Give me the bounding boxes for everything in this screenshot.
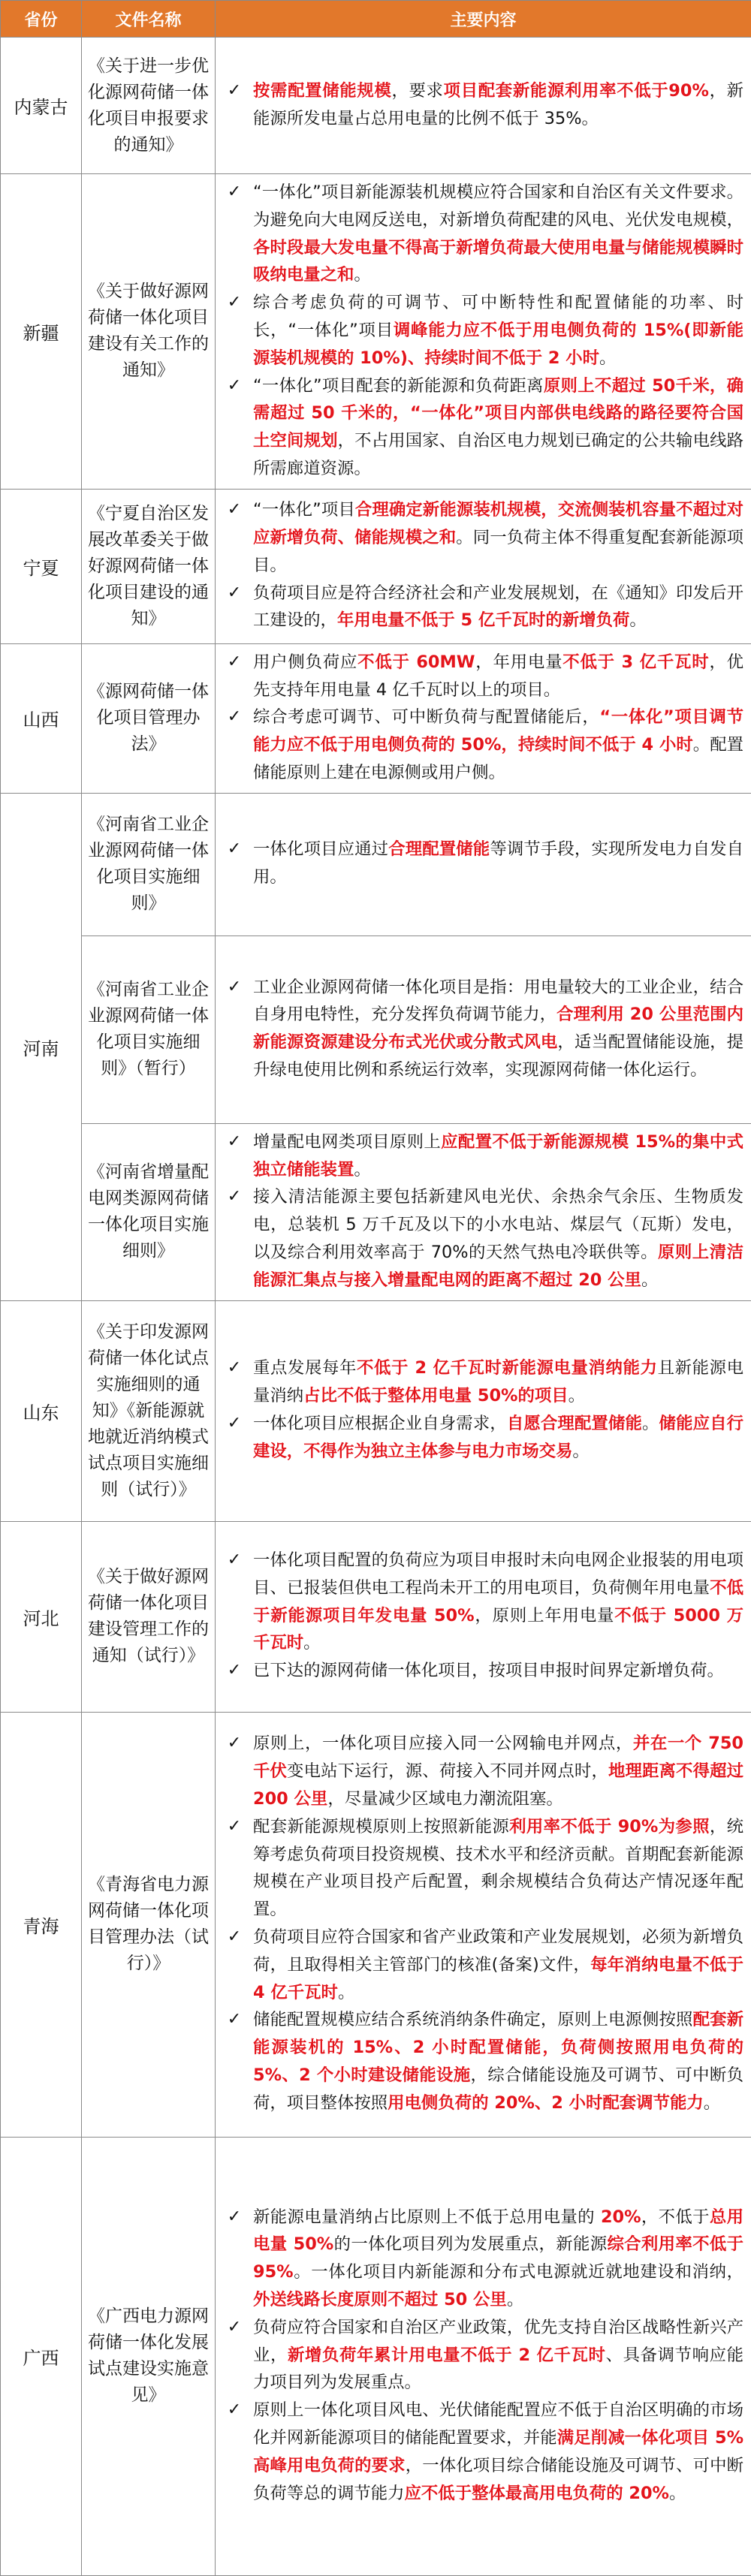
- list-item: [220, 704, 743, 786]
- highlight-text: 原则上不超过 50千米，确需超过 50 千米的，“一体化”项目内部供电线路的路径要符合国土空间规划: [253, 376, 743, 451]
- body-text: 。: [642, 1414, 659, 1433]
- list-item: [220, 2204, 743, 2314]
- body-text: 、具备调节响应能力项目列为发展重点。: [253, 2346, 743, 2393]
- highlight-text: 项目配套新能源利用率不低于90%: [444, 81, 709, 101]
- checkmark-icon: ✓: [223, 836, 246, 863]
- highlight-text: 并在一个 750 千伏: [253, 1734, 743, 1781]
- table-row: [1, 935, 751, 1123]
- checkmark-icon: ✓: [223, 704, 246, 731]
- list-item: [220, 1128, 743, 1184]
- body-text: ，不低于: [641, 2207, 710, 2227]
- content-list: [220, 2204, 743, 2508]
- province-cell: 河南: [1, 793, 82, 1300]
- body-text: 变电站下运行，源、荷接入不同并网点时，: [287, 1761, 608, 1781]
- content-cell: [216, 1521, 751, 1712]
- list-item: [220, 2314, 743, 2397]
- province-cell: 广西: [1, 2137, 82, 2575]
- body-text: 。: [641, 1270, 658, 1290]
- body-text: 增量配电网类项目原则上: [253, 1132, 441, 1152]
- province-cell: 青海: [1, 1712, 82, 2137]
- body-text: 。: [669, 2484, 686, 2503]
- body-text: 原则上一体化项目风电、光伏储能配置应不低于自治区明确的市场化并网新能源项目的储能配置要求，并能: [253, 2400, 743, 2448]
- highlight-text: 自愿合理配置储能: [507, 1414, 642, 1433]
- province-cell: 宁夏: [1, 489, 82, 643]
- highlight-text: 原则上清洁能源汇集点与接入增量配电网的距离不超过 20 公里: [253, 1243, 743, 1290]
- checkmark-icon: ✓: [223, 580, 246, 607]
- highlight-text: 不低于 2 亿千瓦时新能源电量消纳能力: [357, 1358, 658, 1378]
- checkmark-icon: ✓: [223, 179, 246, 206]
- highlight-text: 满足削减一体化项目 5%高峰用电负荷的要求: [253, 2428, 743, 2475]
- checkmark-icon: ✓: [223, 1183, 246, 1211]
- table-row: [1, 38, 751, 174]
- table-row: [1, 174, 751, 490]
- checkmark-icon: ✓: [223, 1657, 246, 1685]
- highlight-text: 合理配置储能: [388, 839, 490, 859]
- list-item: [220, 1547, 743, 1657]
- document-name-cell: 《宁夏自治区发展改革委关于做好源网荷储一体化项目建设的通知》: [82, 489, 216, 643]
- content-cell: [216, 1123, 751, 1300]
- content-cell: [216, 935, 751, 1123]
- content-list: [220, 1547, 743, 1685]
- checkmark-icon: ✓: [223, 2204, 246, 2231]
- province-cell: 山东: [1, 1300, 82, 1521]
- content-cell: [216, 643, 751, 793]
- highlight-text: 综合利用率不低于 95%: [253, 2234, 743, 2282]
- content-list: [220, 836, 743, 891]
- highlight-text: 配套新能源装机的 15%、2 小时配置储能，负荷侧按照用电负荷的 5%、2 个小时建设储能设施: [253, 2010, 743, 2085]
- content-cell: [216, 1712, 751, 2137]
- table-row: [1, 2137, 751, 2575]
- checkmark-icon: ✓: [223, 1813, 246, 1841]
- highlight-text: 调峰能力应不低于用电侧负荷的 15%(即新能源装机规模的 10%)、持续时间不低于 2 小时: [253, 321, 743, 368]
- table-row: [1, 1300, 751, 1521]
- content-list: [220, 1730, 743, 2117]
- body-text: ，一体化项目综合储能设施及可调节、可中断负荷等总的调节能力: [253, 2456, 743, 2503]
- content-list: [220, 1354, 743, 1465]
- checkmark-icon: ✓: [223, 77, 246, 105]
- body-text: 。同一负荷主体不得重复配套新能源项目。: [253, 528, 743, 575]
- body-text: ，原则上年用电量: [475, 1606, 615, 1625]
- list-item: [220, 372, 743, 483]
- highlight-text: 20%: [595, 2207, 641, 2227]
- body-text: 的一体化项目列为发展重点，新能源: [333, 2234, 607, 2254]
- highlight-text: “一体化”项目调节能力应不低于用电侧负荷的 50%，持续时间不低于 4 小时: [253, 707, 743, 755]
- list-item: [220, 836, 743, 891]
- table-row: [1, 1712, 751, 2137]
- body-text: 。配置储能原则上建在电源侧或用户侧。: [253, 735, 743, 782]
- highlight-text: 不低于新能源项目年发电量 50%: [253, 1578, 743, 1625]
- highlight-text: 不低于 60MW: [357, 652, 475, 672]
- content-cell: [216, 1300, 751, 1521]
- list-item: [220, 974, 743, 1084]
- content-cell: [216, 489, 751, 643]
- highlight-text: 每年消纳电量不低于 4 亿千瓦时: [253, 1955, 743, 2002]
- highlight-text: 利用率不低于 90%为参照: [509, 1817, 710, 1836]
- table-header: [1, 1, 751, 38]
- list-item: [220, 496, 743, 579]
- body-text: 储能配置规模应结合系统消纳条件确定，原则上电源侧按照: [253, 2010, 693, 2029]
- list-item: [220, 1657, 743, 1685]
- document-name-cell: 《河南省工业企业源网荷储一体化项目实施细则》: [82, 793, 216, 935]
- body-text: 且新能源电量消纳: [253, 1358, 743, 1406]
- body-text: 一体化项目配置的负荷应为项目申报时未向电网企业报装的用电项目、已报装但供电工程尚未开工的用电项目，负荷侧年用电量: [253, 1550, 743, 1598]
- highlight-text: 合理确定新能源装机规模，交流侧装机容量不超过对应新增负荷、储能规模之和: [253, 500, 743, 547]
- highlight-text: 不低于 5000 万千瓦时: [253, 1606, 743, 1653]
- province-cell: 内蒙古: [1, 38, 82, 174]
- body-text: ，适当配置储能设施，提升绿电使用比例和系统运行效率，实现源网荷储一体化运行。: [253, 1032, 743, 1080]
- body-text: ，综合储能设施及可调节、可中断负荷，项目整体按照: [253, 2065, 743, 2113]
- content-list: [220, 496, 743, 634]
- body-text: “一体化”项目新能源装机规模应符合国家和自治区有关文件要求。为避免向大电网反送电，对新增负荷配建的风电、光伏发电规模，: [253, 182, 743, 230]
- highlight-text: 用电侧负荷的 20%、2 小时配套调节能力: [388, 2093, 704, 2113]
- body-text: ，要求: [391, 81, 443, 101]
- body-text: 接入清洁能源主要包括新建风电光伏、余热余气余压、生物质发电，总装机 5 万千瓦及以下的小水电站、煤层气（瓦斯）发电，以及综合利用效率高于 70%的天然气热电冷联供等。: [253, 1187, 743, 1262]
- body-text: 。: [704, 2093, 720, 2113]
- checkmark-icon: ✓: [223, 2006, 246, 2034]
- document-name-cell: 《关于做好源网荷储一体化项目建设管理工作的通知（试行）》: [82, 1521, 216, 1712]
- table-body: [1, 38, 751, 2576]
- body-text: “一体化”项目: [253, 500, 355, 520]
- province-cell: 河北: [1, 1521, 82, 1712]
- highlight-text: 不低于 3 亿千瓦时: [562, 652, 709, 672]
- content-list: [220, 1128, 743, 1294]
- body-text: ，优先支持年用电量 4 亿千瓦时以上的项目。: [253, 652, 743, 700]
- table-row: [1, 793, 751, 935]
- body-text: 一体化项目应通过: [253, 839, 388, 859]
- body-text: 等调节手段，实现所发电力自发自用。: [253, 839, 743, 887]
- list-item: [220, 1410, 743, 1466]
- content-list: [220, 649, 743, 787]
- highlight-text: 年用电量不低于 5 亿千瓦时的新增负荷: [337, 610, 629, 630]
- body-text: 一体化项目应根据企业自身需求，: [253, 1414, 507, 1433]
- checkmark-icon: ✓: [223, 974, 246, 1002]
- body-text: ，年用电量: [475, 652, 563, 672]
- body-text: 已下达的源网荷储一体化项目，按项目申报时间界定新增负荷。: [253, 1661, 724, 1680]
- body-text: ，新能源所发电量占总用电量的比例不低于 35%。: [253, 81, 743, 128]
- body-text: 。: [354, 1160, 370, 1180]
- checkmark-icon: ✓: [223, 1730, 246, 1758]
- document-name-cell: 《源网荷储一体化项目管理办法》: [82, 643, 216, 793]
- body-text: 负荷项目应是符合经济社会和产业发展规划，在《通知》印发后开工建设的，: [253, 583, 743, 631]
- list-item: [220, 77, 743, 133]
- table-row: [1, 489, 751, 643]
- province-cell: 新疆: [1, 174, 82, 490]
- body-text: 。一体化项目内新能源和分布式电源就近就地建设和消纳，: [294, 2262, 743, 2282]
- body-text: 。: [338, 1983, 354, 2002]
- highlight-text: 按需配置储能规模: [253, 81, 391, 101]
- highlight-text: 合理利用 20 公里范围内新能源资源建设分布式光伏或分散式风电: [253, 1005, 743, 1052]
- body-text: 新能源电量消纳占比原则上不低于总用电量的: [253, 2207, 595, 2227]
- document-name-cell: 《广西电力源网荷储一体化发展试点建设实施意见》: [82, 2137, 216, 2575]
- body-text: 。: [629, 610, 646, 630]
- checkmark-icon: ✓: [223, 1410, 246, 1438]
- body-text: 综合考虑可调节、可中断负荷与配置储能后，: [253, 707, 599, 727]
- list-item: [220, 1813, 743, 1924]
- table-row: [1, 1123, 751, 1300]
- body-text: 。: [572, 1442, 589, 1461]
- document-name-cell: 《关于印发源网荷储一体化试点实施细则的通知》《新能源就地就近消纳模式试点项目实施细则（试行）》: [82, 1300, 216, 1521]
- checkmark-icon: ✓: [223, 1128, 246, 1156]
- checkmark-icon: ✓: [223, 1547, 246, 1574]
- province-cell: 山西: [1, 643, 82, 793]
- body-text: 工业企业源网荷储一体化项目是指：用电量较大的工业企业，结合自身用电特性，充分发挥负荷调节能力，: [253, 978, 743, 1025]
- header-content: 主要内容: [216, 1, 751, 38]
- document-name-cell: 《青海省电力源网荷储一体化项目管理办法（试行）》: [82, 1712, 216, 2137]
- checkmark-icon: ✓: [223, 496, 246, 524]
- body-text: “一体化”项目配套的新能源和负荷距离: [253, 376, 544, 396]
- highlight-text: 储能应自行建设，不得作为独立主体参与电力市场交易: [253, 1414, 743, 1461]
- checkmark-icon: ✓: [223, 1354, 246, 1382]
- list-item: [220, 1730, 743, 1812]
- body-text: 。: [569, 1386, 585, 1406]
- list-item: [220, 289, 743, 372]
- document-name-cell: 《关于进一步优化源网荷储一体化项目申报要求的通知》: [82, 38, 216, 174]
- list-item: [220, 2006, 743, 2117]
- content-cell: [216, 38, 751, 174]
- highlight-text: 外送线路长度原则不超过 50 公里: [253, 2290, 507, 2309]
- content-cell: [216, 174, 751, 490]
- highlight-text: 地理距离不得超过 200 公里: [253, 1761, 743, 1809]
- body-text: ，不占用国家、自治区电力规划已确定的公共输电线路所需廊道资源。: [253, 431, 743, 478]
- highlight-text: 占比不低于整体用电量 50%的项目: [303, 1386, 568, 1406]
- body-text: 用户侧负荷应: [253, 652, 357, 672]
- body-text: 。: [354, 265, 370, 285]
- checkmark-icon: ✓: [223, 289, 246, 317]
- list-item: [220, 580, 743, 635]
- body-text: 配套新能源规模原则上按照新能源: [253, 1817, 509, 1836]
- content-cell: [216, 2137, 751, 2575]
- highlight-text: 应配置不低于新能源规模 15%的集中式独立储能装置: [253, 1132, 743, 1180]
- list-item: [220, 1354, 743, 1410]
- header-document: 文件名称: [82, 1, 216, 38]
- body-text: 。: [507, 2290, 523, 2309]
- body-text: 原则上，一体化项目应接入同一公网输电并网点，: [253, 1734, 633, 1753]
- body-text: ，尽量减少区域电力潮流阻塞。: [327, 1789, 562, 1809]
- list-item: [220, 649, 743, 704]
- list-item: [220, 1183, 743, 1294]
- body-text: 负荷项目应符合国家和省产业政策和产业发展规划，必须为新增负荷，且取得相关主管部门的核准(备案)文件，: [253, 1927, 743, 1975]
- body-text: 。: [303, 1633, 320, 1653]
- content-list: [220, 974, 743, 1084]
- checkmark-icon: ✓: [223, 372, 246, 400]
- document-name-cell: 《河南省增量配电网类源网荷储一体化项目实施细则》: [82, 1123, 216, 1300]
- highlight-text: 总用电量 50%: [253, 2207, 743, 2255]
- content-list: [220, 77, 743, 133]
- table-row: [1, 1521, 751, 1712]
- body-text: 负荷应符合国家和自治区产业政策，优先支持自治区战略性新兴产业，: [253, 2318, 743, 2365]
- body-text: 。: [599, 348, 616, 368]
- checkmark-icon: ✓: [223, 1924, 246, 1951]
- header-province: 省份: [1, 1, 82, 38]
- highlight-text: 应不低于整体最高用电负荷的 20%: [405, 2484, 669, 2503]
- body-text: 综合考虑负荷的可调节、可中断特性和配置储能的功率、时长，“一体化”项目: [253, 293, 743, 340]
- table-row: [1, 643, 751, 793]
- body-text: ，统筹考虑负荷项目投资规模、技术水平和经济贡献。首期配套新能源规模在产业项目投产后配置，剩余规模结合负荷达产情况逐年配置。: [253, 1817, 743, 1919]
- body-text: 重点发展每年: [253, 1358, 357, 1378]
- highlight-text: 新增负荷年累计用电量不低于 2 亿千瓦时: [288, 2346, 606, 2365]
- content-cell: [216, 793, 751, 935]
- document-name-cell: 《河南省工业企业源网荷储一体化项目实施细则》（暂行）: [82, 935, 216, 1123]
- list-item: [220, 1924, 743, 2006]
- checkmark-icon: ✓: [223, 2397, 246, 2424]
- checkmark-icon: ✓: [223, 649, 246, 676]
- document-name-cell: 《关于做好源网荷储一体化项目建设有关工作的通知》: [82, 174, 216, 490]
- list-item: [220, 2397, 743, 2507]
- content-list: [220, 179, 743, 483]
- checkmark-icon: ✓: [223, 2314, 246, 2342]
- highlight-text: 各时段最大发电量不得高于新增负荷最大使用电量与储能规模瞬时吸纳电量之和: [253, 238, 743, 285]
- list-item: [220, 179, 743, 289]
